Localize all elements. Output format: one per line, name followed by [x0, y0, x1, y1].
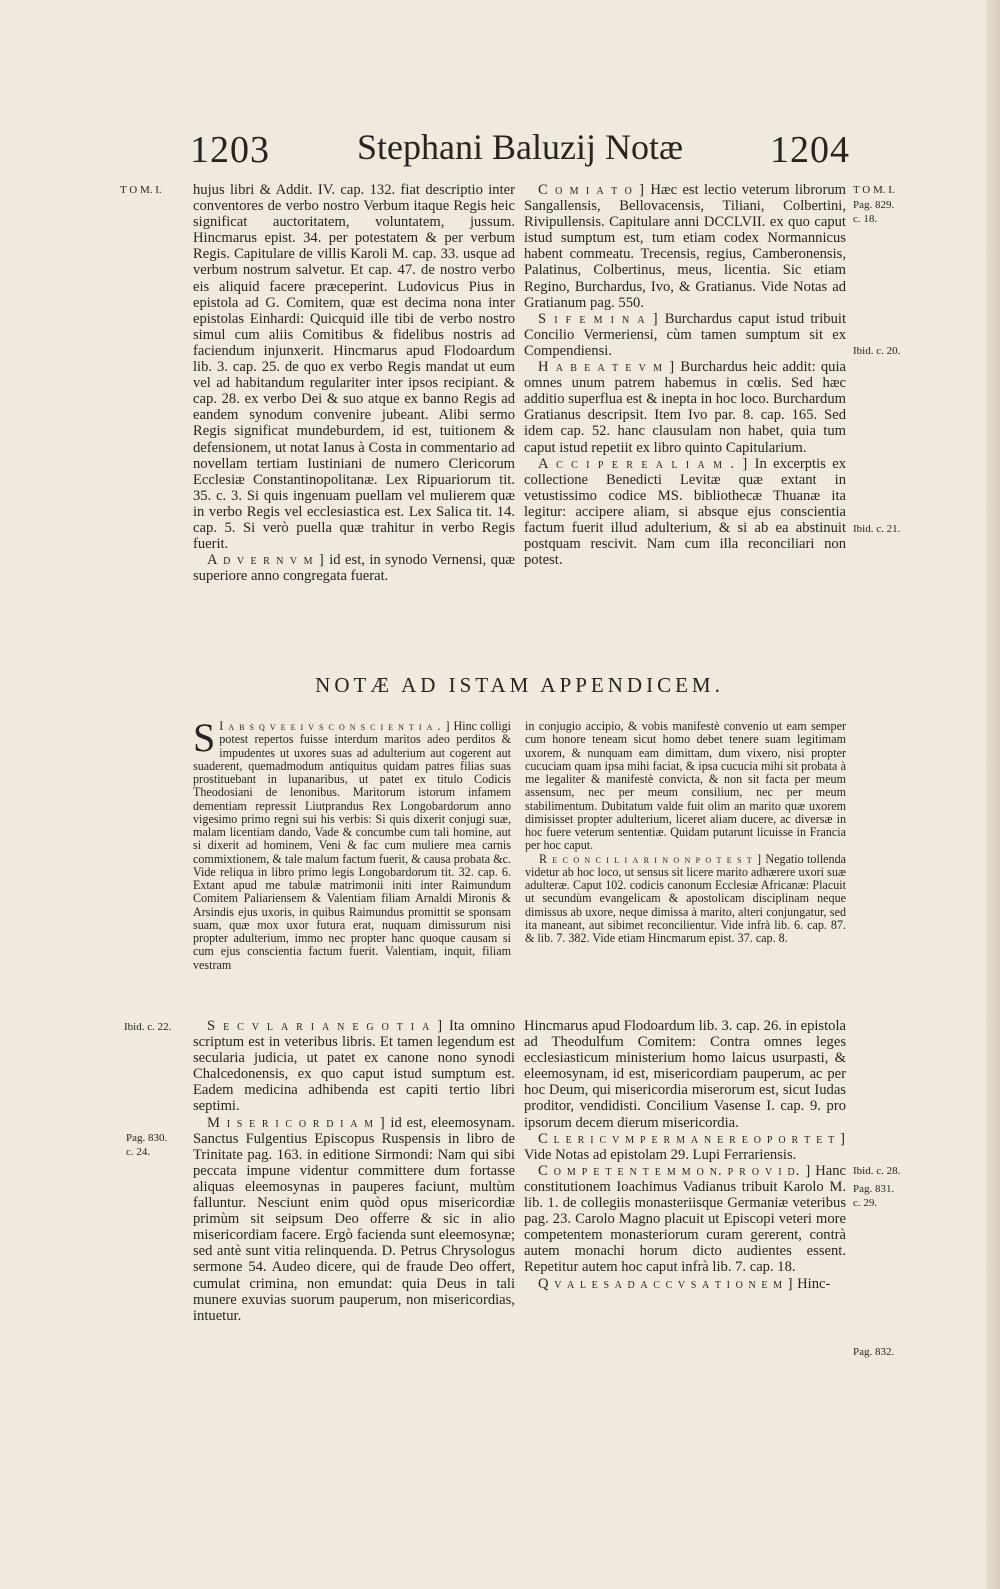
paragraph [524, 182, 846, 311]
lemma: A c c i p e r e a l i a m . ] [538, 455, 749, 472]
margin-note-pag831: Pag. 831. [853, 1183, 895, 1195]
paragraph-text: Hinc colligi potest repertos fuisse interdum maritos adeo perditos & impudentes ut uxores suas ad adulterium aut cogerent aut suaderent, quemadmodum antiquitus quidam patres filias suas prostituebant in lupanaribus, ut patet ex titulo Codicis Theodosiani de lenonibus. Maritorum istorum infamem dementiam repressit Liutprandus Rex Longobardorum anno vigesimo primo regni sui his verbis: Si quis dixerit conjugi suæ, malam licentiam dando, Vade & concumbe cum tali homine, aut si dixerit ad hominem, Veni & fac cum muliere mea carnis commixtionem, & tale malum factum fuerit, & causa probata &c. Vide reliqua in libro primo legis Longobardorum tit. 32. cap. 6. Extant apud me tabulæ matrimonii initi inter Raimundum Comitem Paliariensem & Valentiam filiam Arnaldi Mironis & Arsindis ejus uxoris, in quibus Raimundus promittit se sponsam suam, quæ mox uxor futura erat, nuquam dimissurum nisi propter adulterium, immo nec propter hanc quoque causam si cum ejus conscientia factum fuerit. Valentiam, inquit, filiam vestram [193, 719, 511, 972]
margin-note-c29: c. 29. [853, 1197, 878, 1209]
page-number-left: 1203 [190, 129, 270, 171]
margin-note-pag829: Pag. 829. [853, 199, 895, 211]
running-title: Stephani Baluzij Notæ [357, 127, 683, 167]
column-upper-left [193, 182, 515, 584]
column-upper-right [524, 182, 846, 568]
section-heading: NOTÆ AD ISTAM APPENDICEM. [315, 673, 724, 697]
lemma: R e c o n c i l i a r i n o n p o t e s t ] [539, 851, 763, 866]
paragraph [525, 853, 846, 946]
margin-note-c24: c. 24. [126, 1146, 151, 1158]
paragraph [193, 1115, 515, 1324]
margin-note-tom-right: T O M. I. [853, 184, 895, 196]
lemma: I a b s q v e e i v s c o n s c i e n t i a . ] [219, 719, 451, 733]
running-header [190, 126, 850, 178]
margin-note-pag832: Pag. 832. [853, 1346, 895, 1358]
paragraph [193, 1018, 515, 1115]
paragraph [524, 311, 846, 359]
lemma: A d v e r n v m ] [207, 552, 325, 569]
paragraph-text: Ita omnino scriptum est in veteribus libris. Et tamen legendum est secularia judicia, ut patet ex canone nono synodi Chalcedonensis, ex quo caput istud sumptum est. Eadem medicina adhibenda est capiti tertio libri septimi. [193, 1018, 515, 1115]
margin-note-ibid22: Ibid. c. 22. [124, 1021, 172, 1033]
paragraph [524, 1163, 846, 1276]
lemma: M i s e r i c o r d i a m ] [207, 1114, 386, 1131]
paragraph-text: Negatio tollenda videtur ab hoc loco, ut sensus sit licere marito adhærere uxori suæ adulteræ. Caput 102. codicis canonum Ecclesiæ Africanæ: Placuit ut secundùm evangelicam & apostolicam disciplinam neque dimissus ab uxore, neque dimissa à marito, alteri conjungatur, sed ita maneant, aut sibimet reconcilientur. Vide infrà lib. 6. cap. 87. & lib. 7. 382. Vide etiam Hincmarum epist. 37. cap. 8. [525, 851, 847, 945]
paragraph [193, 552, 515, 584]
margin-note-pag830: Pag. 830. [126, 1132, 168, 1144]
column-lower-left [193, 1018, 515, 1324]
paragraph: in conjugio accipio, & vobis manifestè convenio ut eam semper cum honore teneam sicut homo debet tenere suam legitimam uxorem, & nunquam eam dimittam, dum vixero, nisi propter cucuciam quam ipsa mihi faciat, & ipsa cucucia mihi sit probata à me legaliter & manifestè convicta, & non sit facta per meum assensum, nec per meum consilium, nec per meum stabilimentum. Dubitatum valde fuit olim an marito quæ uxorem dimisisset propter adulterium, liceret aliam ducere, ac diversæ in hoc fuere veterum sententiæ. Quidam putarunt licuisse in Francia per hoc caput. [525, 719, 846, 853]
lemma: C o m i a t o ] [538, 182, 645, 198]
lemma: S i f e m i n a ] [538, 310, 659, 327]
column-notes-right [525, 720, 846, 945]
paragraph [193, 715, 511, 972]
margin-note-ibid20: Ibid. c. 20. [853, 345, 901, 357]
margin-note-tom-left: T O M. I. [120, 184, 162, 196]
column-lower-right [524, 1018, 846, 1292]
paragraph-text: Burchardus caput istud tribuit Concilio Vermeriensi, cùm tamen sumptum sit ex Compendiensi. [524, 310, 846, 359]
paragraph-text: Hæc est lectio veterum librorum Sangallensis, Bellovacensis, Tiliani, Colbertini, Rivipullensis. Capitulare anni DCCLVII. ex quo caput istud sumptum est, tum etiam codex Normannicus habent commeatu. Trecensis, regius, Camberonensis, Palatinus, Colbertinus, meus, licentia. Sic etiam Regino, Burchardus, Ivo, & Gratianus. Vide Notas ad Gratianum pag. 550. [524, 182, 846, 311]
paragraph: Hincmarus apud Flodoardum lib. 3. cap. 26. in epistola ad Theodulfum Comitem: Contra omnes leges ecclesiasticum ministerium homo laicus usurpasti, & eleemosynam, id est, misericordiam pauperum, ac per hoc Deum, qui misericordia miserorum est, sicut Iudas proditor, vendidisti. Concilium Vasense I. cap. 9. pro ipsorum decem dierum misericordia. [524, 1018, 846, 1131]
margin-note-ibid21: Ibid. c. 21. [853, 523, 901, 535]
column-notes-left [193, 715, 511, 972]
paragraph-text: Hinc- [793, 1275, 831, 1292]
drop-cap: S [193, 715, 216, 760]
page-number-right: 1204 [770, 129, 850, 171]
paragraph-text: In excerptis ex collectione Benedicti Levitæ quæ extant in vetustissimo codice MS. bibliothecæ Thuanæ ita legitur: accipere aliam, si absque ejus conscientia factum fuerit illud adulterium, & si ab ea abstinuit postquam rescivit. Nam cum illa reconciliari non potest. [524, 455, 846, 569]
paragraph-text: Burchardus heic addit: quia omnes unum patrem habemus in cœlis. Sed hæc additio superflua est & inepta in hoc loco. Burchardum Gratianus descripsit. Item Ivo par. 8. cap. 165. Sed idem cap. 52. hanc clausulam non habet, quia tum caput istud repetiit ex libro quinto Capitularium. [524, 359, 846, 456]
paragraph: hujus libri & Addit. IV. cap. 132. fiat descriptio inter conventores de verbo nostro Verbum itaque Regis heic significat auctoritatem, voluntatem, jussum. Hincmarus epist. 34. per potestatem & per verbum Regis. Capitulare de villis Karoli M. cap. 33. usque ad verbum nostrum salvetur. Et cap. 47. de nostro verbo eis aliquid facere præceperint. Ludovicus Pius in epistola ad G. Comitem, quæ est decima nona inter epistolas Einhardi: Quicquid ille tibi de verbo nostro simul cum aliis Comitibus & fidelibus nostris ad faciendum injunxerit. Hincmarus apud Flodoardum lib. 3. cap. 25. de quo ex verbo Regis mandat ut eum vel ad habitandum regulariter inter ipsos recipiant. & cap. 28. ex verbo Dei & suo atque ex banno Regis ad eandem synodum convenire jubeant. Alibi sermo Regis significat mundeburdem, id est, tuitionem & defensionem, ut notat Ianus à Costa in commentario ad novellam tertiam Iustiniani de numero Clericorum Ecclesiæ Constantinopolitanæ. Lex Ripuariorum tit. 35. c. 3. Si quis ingenuam puellam vel mulierem quæ in verbo Regis vel ecclesiastica est. Lex Salica tit. 14. cap. 5. Si verò puella quæ trahitur in verbo Regis fuerit. [193, 182, 515, 553]
margin-note-ibid28: Ibid. c. 28. [853, 1165, 901, 1177]
paragraph [524, 1131, 846, 1163]
paragraph-text: id est, in synodo Vernensi, quæ superiore anno congregata fuerat. [193, 552, 515, 585]
lemma: C o m p e t e n t e m m o n. p r o v i d. ] [538, 1162, 812, 1179]
paragraph [524, 456, 846, 569]
margin-note-c18: c. 18. [853, 213, 878, 225]
lemma: H a b e a t e v m ] [538, 359, 676, 376]
paragraph-text: id est, eleemosynam. Sanctus Fulgentius Episcopus Ruspensis in libro de Trinitate pag. 163. in editione Sirmondi: Nam qui sibi peccata impune videntur committere dum fortasse aliquas eleemosynas in pauperes faciunt, multùm falluntur. Nesciunt enim quòd opus misericordiæ primùm sit seipsum Deo offerre & sic in alio misericordiam facere. Ergò facienda sunt eleemosynæ; sed antè sunt vitia relinquenda. D. Petrus Chrysologus sermone 54. Audeo dicere, qui de fraude Deo offert, cumulat crimina, non emundat: quia Deus in tali munere exuvias suorum pauperum, non misericordias, intuetur. [193, 1114, 516, 1324]
lemma: S e c v l a r i a n e g o t i a ] [207, 1018, 444, 1034]
paragraph-text: Hanc constitutionem Ioachimus Vadianus tribuit Karolo M. lib. 1. de collegiis monasteriisque Germaniæ veteribus pag. 23. Carolo Magno placuit ut Episcopi veteri more competentem monasteriorum curam gererent, contrà autem monachi horum dicto audientes essent. Repetitur autem hoc caput infrà lib. 7. cap. 18. [524, 1162, 846, 1276]
paragraph [524, 359, 846, 456]
lemma: Q v a l e s a d a c c v s a t i o n e m ] [538, 1275, 794, 1292]
paragraph-text: Vide Notas ad epistolam 29. Lupi Ferrariensis. [524, 1146, 797, 1163]
page-edge [986, 0, 1000, 1589]
lemma: C l e r i c v m p e r m a n e r e o p o r t e t ] [538, 1130, 846, 1147]
paragraph [524, 1276, 846, 1292]
